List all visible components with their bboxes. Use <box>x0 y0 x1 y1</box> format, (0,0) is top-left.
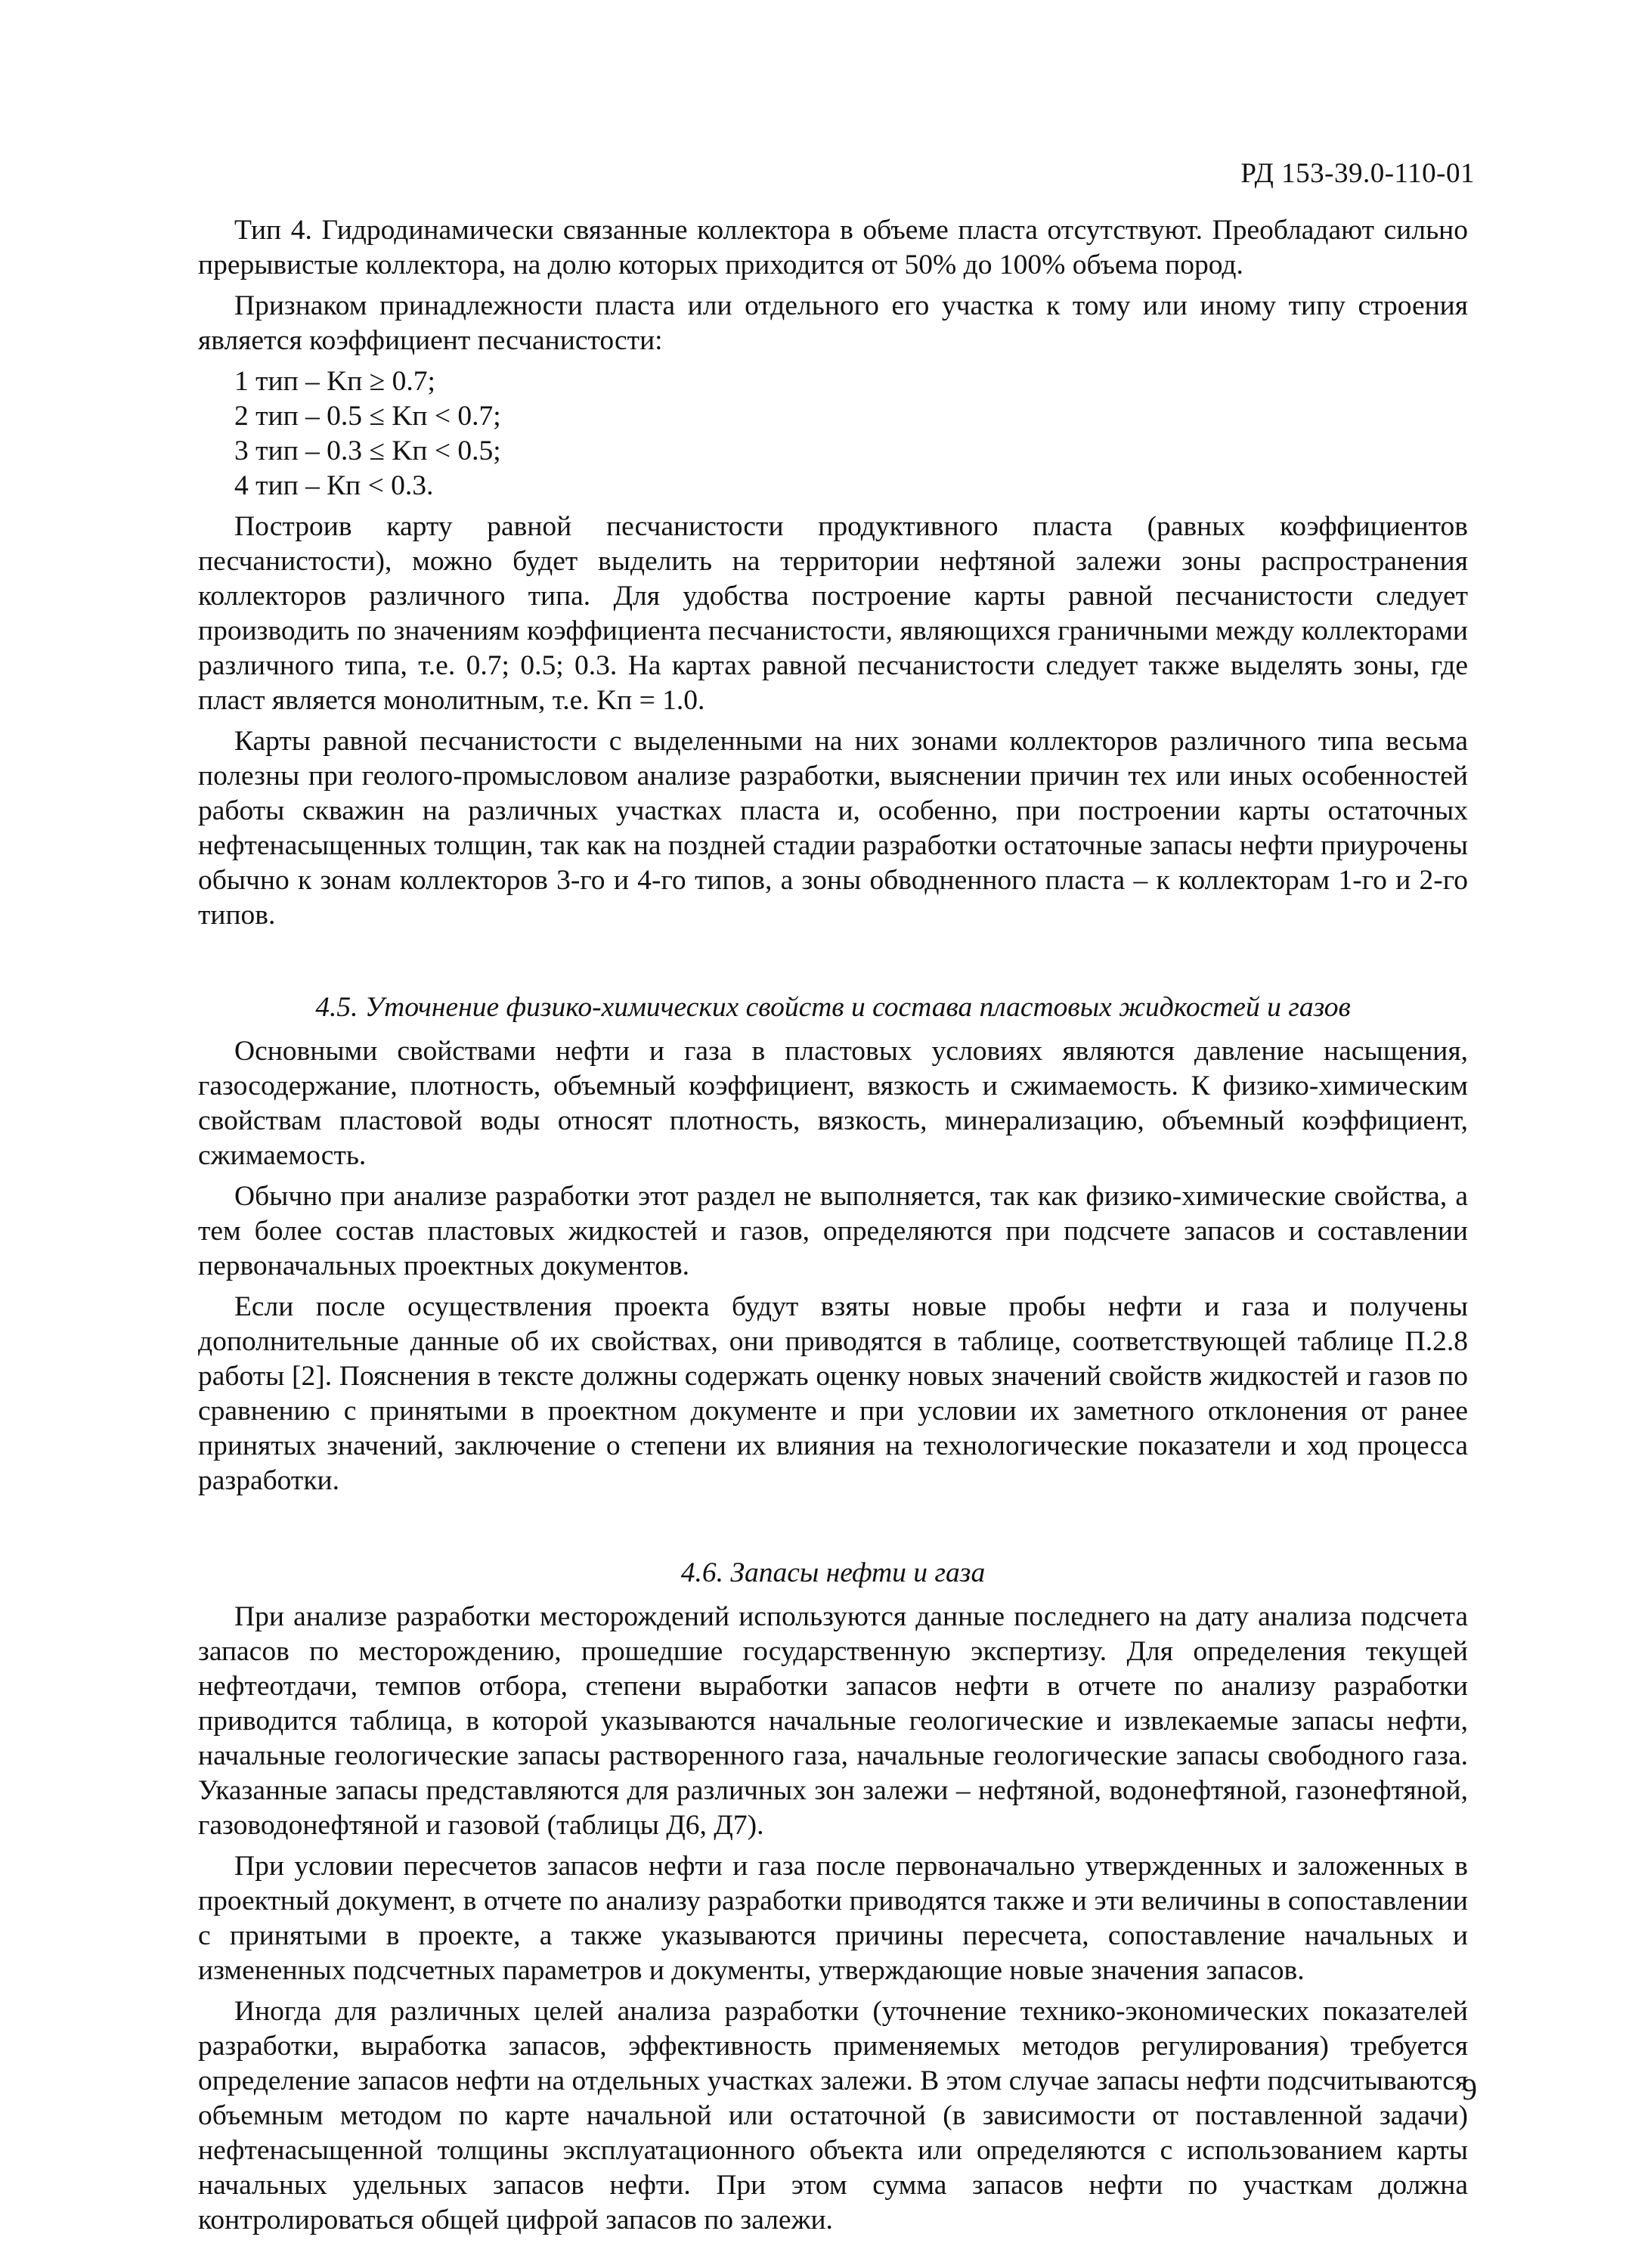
paragraph: Иногда для различных целей анализа разработки (уточнение технико-экономических показателей разработки, выработка запасов, эффективность применяемых методов регулирования) требуется определение запасов нефти на отдельных участках залежи. В этом случае запасы нефти подсчитываются объемным методом по карте начальной или остаточной (в зависимости от поставленной задачи) нефтенасыщенной толщины эксплуатационного объекта или определяются с использованием карты начальных удельных запасов нефти. При этом сумма запасов нефти по участкам должна контролироваться общей цифрой запасов по залежи. <box>198 1996 1468 2235</box>
paragraph-maps-useful: Карты равной песчанистости с выделенными на них зонами коллекторов различного типа весьма полезны при геолого-промысловом анализе разработки, выяснении причин тех или иных особенностей работы скважин на различных участках пласта и, особенно, при построении карты остаточных нефтенасыщенных толщин, так как на поздней стадии разработки остаточные запасы нефти приурочены обычно к зонам коллекторов 3-го и 4-го типов, а зоны обводненного пласта – к коллекторам 1-го и 2-го типов. <box>198 726 1468 931</box>
type-item: 2 тип – 0.5 ≤ Kп < 0.7; <box>234 401 501 432</box>
document-code: РД 153-39.0-110-01 <box>1240 158 1475 189</box>
type-item: 1 тип – Kп ≥ 0.7; <box>234 366 435 397</box>
paragraph: При анализе разработки месторождений используются данные последнего на дату анализа подсчета запасов по месторождению, прошедшие государственную экспертизу. Для определения текущей нефтеотдачи, темпов отбора, степени выработки запасов нефти в отчете по анализу разработки приводится таблица, в которой указываются начальные геологические и извлекаемые запасы нефти, начальные геологические запасы растворенного газа, начальные геологические запасы свободного газа. Указанные запасы представляются для различных зон залежи – нефтяной, водонефтяной, газонефтяной, газоводонефтяной и газовой (таблицы Д6, Д7). <box>198 1601 1468 1841</box>
section-heading-4-6: 4.6. Запасы нефти и газа <box>680 1557 986 1588</box>
paragraph-map: Построив карту равной песчанистости продуктивного пласта (равных коэффициентов песчанистости), можно будет выделить на территории нефтяной залежи зоны распространения коллекторов различного типа. Для удобства построение карты равной песчанистости следует производить по значениям коэффициента песчанистости, являющихся граничными между коллекторами различного типа, т.е. 0.7; 0.5; 0.3. На картах равной песчанистости следует также выделять зоны, где пласт является монолитным, т.е. Kп = 1.0. <box>198 511 1468 716</box>
type-item: 4 тип – Кп < 0.3. <box>234 470 434 501</box>
paragraph: При условии пересчетов запасов нефти и газа после первоначально утвержденных и заложенных в проектный документ, в отчете по анализу разработки приводятся также и эти величины в сопоставлении с принятыми в проекте, а также указываются причины пересчета, сопоставление начальных и измененных подсчетных параметров и документы, утверждающие новые значения запасов. <box>198 1851 1468 1986</box>
paragraph-criterion: Признаком принадлежности пласта или отдельного его участка к тому или иному типу строения является коэффициент песчанистости: <box>198 290 1468 356</box>
page-number: 9 <box>1462 2072 1477 2106</box>
section-heading-4-5: 4.5. Уточнение физико-химических свойств и состава пластовых жидкостей и газов <box>315 992 1351 1023</box>
paragraph: Обычно при анализе разработки этот раздел не выполняется, так как физико-химические свойства, а тем более состав пластовых жидкостей и газов, определяются при подсчете запасов и составлении первоначальных проектных документов. <box>198 1181 1468 1281</box>
paragraph: Если после осуществления проекта будут взяты новые пробы нефти и газа и получены дополнительные данные об их свойствах, они приводятся в таблице, соответствующей таблице П.2.8 работы [2]. Пояснения в тексте должны содержать оценку новых значений свойств жидкостей и газов по сравнению с принятыми в проектном документе и при условии их заметного отклонения от ранее принятых значений, заключение о степени их влияния на технологические показатели и ход процесса разработки. <box>198 1291 1468 1496</box>
paragraph-type4: Тип 4. Гидродинамически связанные коллектора в объеме пласта отсутствуют. Преобладают сильно прерывистые коллектора, на долю которых приходится от 50% до 100% объема пород. <box>198 215 1468 280</box>
type-item: 3 тип – 0.3 ≤ Kп < 0.5; <box>234 435 501 466</box>
paragraph: Основными свойствами нефти и газа в пластовых условиях являются давление насыщения, газосодержание, плотность, объемный коэффициент, вязкость и сжимаемость. К физико-химическим свойствам пластовой воды относят плотность, вязкость, минерализацию, объемный коэффициент, сжимаемость. <box>198 1036 1468 1171</box>
page-content <box>198 213 1468 2244</box>
